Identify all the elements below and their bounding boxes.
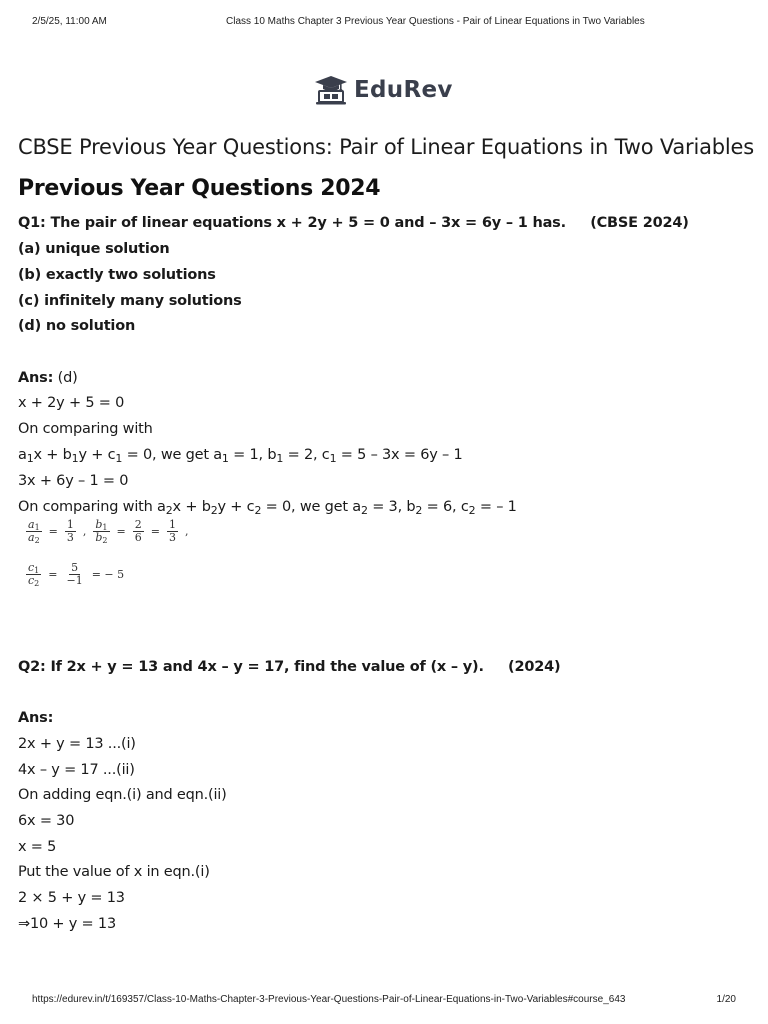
q1-answer-value: (d) — [57, 370, 78, 386]
fraction-c1-c2: $\frac{c_1}{c_2}$ — [28, 561, 40, 588]
q2-step-1: 2x + y = 13 ...(i) — [18, 736, 136, 752]
q2-question-text: Q2: If 2x + y = 13 and 4x – y = 17, find the value of (x – y). — [18, 659, 484, 675]
print-datetime: 2/5/25, 11:00 AM — [32, 16, 107, 27]
page-number: 1/20 — [716, 994, 736, 1005]
print-url[interactable]: https://edurev.in/t/169357/Class-10-Maths-Chapter-3-Previous-Year-Questions-Pair-of-Linear-Equations-in-Two-Variables#course_643 — [32, 994, 626, 1005]
fraction-2-6: $\frac{2}{6}$ — [134, 518, 142, 544]
section-title: Previous Year Questions 2024 — [18, 176, 381, 201]
fraction-1-3-b: $\frac{1}{3}$ — [168, 518, 176, 544]
q1-answer — [18, 369, 78, 387]
q1-answer-label: Ans: — [18, 370, 54, 386]
logo-brand-text: EduRev — [354, 77, 453, 103]
q2-step-5: x = 5 — [18, 839, 57, 855]
edurev-logo[interactable] — [314, 72, 453, 108]
q1-step-1: x + 2y + 5 = 0 — [18, 395, 125, 411]
q1-question-text: Q1: The pair of linear equations x + 2y + 5 = 0 and – 3x = 6y – 1 has. — [18, 215, 566, 231]
q1-option-a: (a) unique solution — [18, 241, 170, 257]
print-doc-title: Class 10 Maths Chapter 3 Previous Year Questions - Pair of Linear Equations in Two Variables — [226, 16, 645, 27]
print-header — [0, 16, 768, 30]
page-title: CBSE Previous Year Questions: Pair of Linear Equations in Two Variables — [18, 135, 754, 159]
graduation-cap-laptop-icon — [314, 74, 348, 106]
q2-step-8: ⇒10 + y = 13 — [18, 916, 116, 932]
q1-option-b: (b) exactly two solutions — [18, 267, 216, 283]
q1-option-c: (c) infinitely many solutions — [18, 293, 242, 309]
q1-ratio-ab: $\frac{a_1}{a_2}$ = $\frac{1}{3}$ , $\frac{b_1}{b_2}$ = $\frac{2}{6}$ = $\frac{1}{3}$ , — [24, 519, 189, 544]
q2-step-2: 4x – y = 17 ...(ii) — [18, 762, 135, 778]
q2-tag: (2024) — [508, 659, 561, 675]
q2-step-6: Put the value of x in eqn.(i) — [18, 864, 210, 880]
fraction-5-minus1: $\frac{5}{-1}$ — [66, 561, 83, 587]
q2-answer-label: Ans: — [18, 710, 54, 726]
fraction-1-3: $\frac{1}{3}$ — [66, 518, 74, 544]
q1-tag: (CBSE 2024) — [590, 215, 689, 231]
q1-ratio-c: $\frac{c_1}{c_2}$ = $\frac{5}{-1}$ = − 5 — [24, 562, 125, 587]
q1-step-5: On comparing with $a_2x + b_2y + c_2 = 0$, we get $a_2 = 3$, $b_2 = 6$, $c_2$ = – 1 — [18, 499, 517, 517]
q1-step-4: 3x + 6y – 1 = 0 — [18, 473, 129, 489]
q1-option-d: (d) no solution — [18, 318, 136, 334]
q2-step-3: On adding eqn.(i) and eqn.(ii) — [18, 787, 227, 803]
fraction-a1-a2: $\frac{a_1}{a_2}$ — [28, 518, 40, 545]
q1-step-2: On comparing with — [18, 421, 153, 437]
q1-step-3: $a_1x + b_1y + c_1 = 0$, we get $a_1 = 1$, $b_1 = 2$, $c_1 = 5 - 3x = 6y - 1$ — [18, 447, 463, 465]
q2-step-4: 6x = 30 — [18, 813, 75, 829]
q2-step-7: 2 × 5 + y = 13 — [18, 890, 125, 906]
q1-question — [18, 214, 689, 232]
fraction-b1-b2: $\frac{b_1}{b_2}$ — [95, 518, 108, 545]
q2-question — [18, 658, 560, 676]
